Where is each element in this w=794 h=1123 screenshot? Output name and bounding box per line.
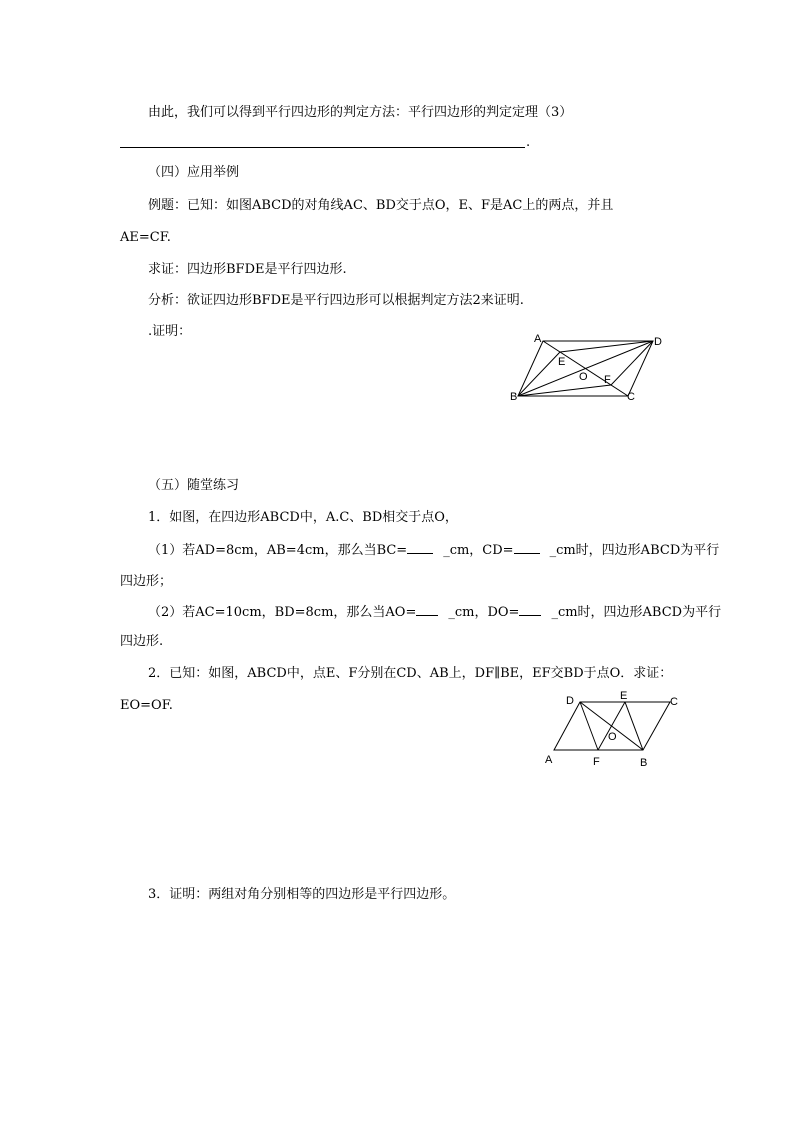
figure1-label-a: A — [534, 333, 542, 345]
q1-sub2-text-a: （2）若AC=10cm，BD=8cm，那么当AO= — [148, 605, 417, 620]
question-2-line-2: EO=OF. — [120, 698, 173, 713]
section4-heading: （四）应用举例 — [148, 165, 240, 180]
figure1-label-c: C — [627, 391, 635, 403]
figure1-segment-be — [518, 352, 560, 396]
figure2-label-o: O — [608, 731, 617, 743]
figure1-label-e: E — [558, 356, 566, 368]
q1-sub2-text-c: _cm时，四边形ABCD为平行 — [551, 605, 722, 620]
q1-sub1-text-c: _cm时，四边形ABCD为平行 — [549, 543, 720, 558]
figure2-label-f: F — [593, 756, 600, 768]
q1-sub1-blank-cd[interactable] — [514, 541, 540, 554]
figure2-label-b: B — [640, 757, 648, 769]
q1-sub2-blank-do[interactable] — [519, 603, 541, 616]
figure1-label-f: F — [604, 374, 611, 386]
question-1-sub-2 — [148, 603, 721, 622]
intro-answer-rule — [120, 147, 525, 148]
figure1-label-b: B — [510, 391, 518, 403]
figure1-segment-df — [611, 341, 653, 385]
figure1-label-o: O — [579, 371, 588, 383]
figure2-label-a: A — [545, 754, 553, 766]
figure-1-parallelogram — [505, 330, 675, 410]
intro-line-1: 由此，我们可以得到平行四边形的判定方法：平行四边形的判定定理（3） — [148, 105, 573, 120]
figure2-label-c: C — [670, 696, 678, 708]
example-line-1: 例题：已知：如图ABCD的对角线AC、BD交于点O，E、F是AC上的两点，并且 — [148, 198, 614, 213]
question-1-sub-2-cont: 四边形. — [120, 634, 164, 649]
q1-sub1-blank-bc[interactable] — [407, 541, 433, 554]
analysis-statement: 分析：欲证四边形BFDE是平行四边形可以根据判定方法2来证明. — [148, 293, 524, 308]
question-1-line-1: 1．如图，在四边形ABCD中，A.C、BD相交于点O， — [148, 510, 458, 525]
intro-line-2-end: . — [526, 135, 531, 150]
figure1-label-d: D — [654, 336, 662, 348]
figure2-label-d: D — [566, 695, 574, 707]
question-3: 3．证明：两组对角分别相等的四边形是平行四边形。 — [148, 887, 456, 902]
question-1-sub-1 — [148, 541, 719, 560]
q1-sub1-text-a: （1）若AD=8cm，AB=4cm，那么当BC= — [148, 543, 408, 558]
q1-sub1-text-b: _cm，CD= — [443, 543, 514, 558]
question-1-sub-1-cont: 四边形； — [120, 574, 173, 589]
q1-sub2-text-b: _cm，DO= — [448, 605, 520, 620]
example-line-2: AE=CF. — [120, 230, 171, 245]
figure-2-parallelogram — [540, 690, 685, 770]
section5-heading: （五）随堂练习 — [148, 478, 240, 493]
prove-statement: 求证：四边形BFDE是平行四边形. — [148, 262, 347, 277]
q1-sub2-blank-ao[interactable] — [416, 603, 438, 616]
question-2-line-1: 2．已知：如图，ABCD中，点E、F分别在CD、AB上，DF∥BE，EF交BD于点O．求证： — [148, 666, 673, 681]
proof-label: .证明： — [148, 324, 192, 339]
figure2-label-e: E — [620, 690, 628, 702]
